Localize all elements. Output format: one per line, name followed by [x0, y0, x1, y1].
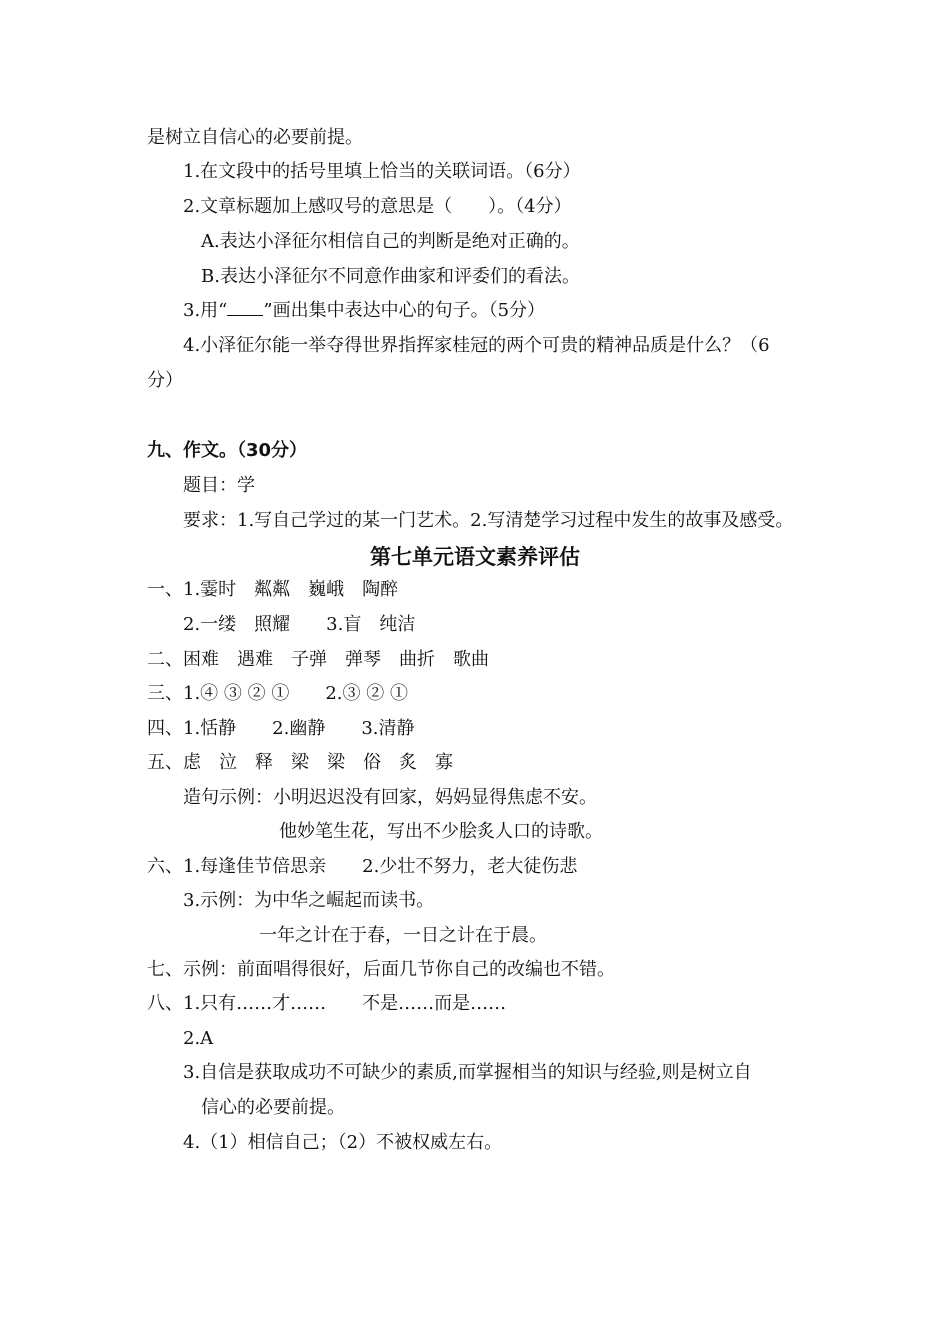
answer-line: 八、1.只有……才…… 不是……而是…… — [147, 993, 507, 1014]
answers-title: 第七单元语文素养评估 — [370, 545, 580, 569]
answer-line: 2.一缕 照耀 3.盲 纯洁 — [183, 614, 416, 635]
option-a: A.表达小泽征尔相信自己的判断是绝对正确的。 — [201, 231, 580, 252]
answer-line: 造句示例：小明迟迟没有回家，妈妈显得焦虑不安。 — [183, 787, 597, 808]
answer-line: 四、1.恬静 2.幽静 3.清静 — [147, 718, 415, 739]
text-line: 是树立自信心的必要前提。 — [147, 127, 363, 148]
answer-line: 3.自信是获取成功不可缺少的素质,而掌握相当的知识与经验,则是树立自 — [183, 1062, 752, 1083]
question-4-cont: 分） — [147, 370, 183, 391]
answer-line: 五、虑 泣 释 梁 梁 俗 炙 寡 — [147, 752, 453, 773]
answer-line: 3.示例：为中华之崛起而读书。 — [183, 890, 435, 911]
question-2: 2.文章标题加上感叹号的意思是（ ）。（4分） — [183, 196, 572, 217]
essay-requirements: 要求：1.写自己学过的某一门艺术。2.写清楚学习过程中发生的故事及感受。 — [183, 510, 794, 531]
question-3-suffix: ”画出集中表达中心的句子。（5分） — [263, 300, 546, 321]
question-3-prefix: 3.用“ — [183, 300, 228, 321]
answer-line: 三、1.④ ③ ② ① 2.③ ② ① — [147, 683, 408, 704]
answer-line: 2.A — [183, 1028, 214, 1049]
answer-line: 信心的必要前提。 — [201, 1097, 345, 1118]
essay-heading: 九、作文。（30分） — [147, 440, 308, 461]
question-1: 1.在文段中的括号里填上恰当的关联词语。（6分） — [183, 161, 581, 182]
question-3 — [183, 299, 545, 323]
answer-line: 一、1.霎时 粼粼 巍峨 陶醉 — [147, 579, 399, 600]
answer-line: 一年之计在于春，一日之计在于晨。 — [259, 925, 547, 946]
underline-blank — [227, 301, 263, 316]
answer-line: 七、示例：前面唱得很好，后面几节你自己的改编也不错。 — [147, 959, 615, 980]
question-4: 4.小泽征尔能一举夺得世界指挥家桂冠的两个可贵的精神品质是什么？（6 — [183, 335, 770, 356]
option-b: B.表达小泽征尔不同意作曲家和评委们的看法。 — [201, 266, 580, 287]
answer-line: 二、困难 遇难 子弹 弹琴 曲折 歌曲 — [147, 649, 489, 670]
answer-line: 六、1.每逢佳节倍思亲 2.少壮不努力，老大徒伤悲 — [147, 856, 578, 877]
answer-line: 他妙笔生花，写出不少脍炙人口的诗歌。 — [279, 821, 603, 842]
essay-topic: 题目：学 — [183, 475, 255, 496]
answer-line: 4.（1）相信自己；（2）不被权威左右。 — [183, 1132, 503, 1153]
